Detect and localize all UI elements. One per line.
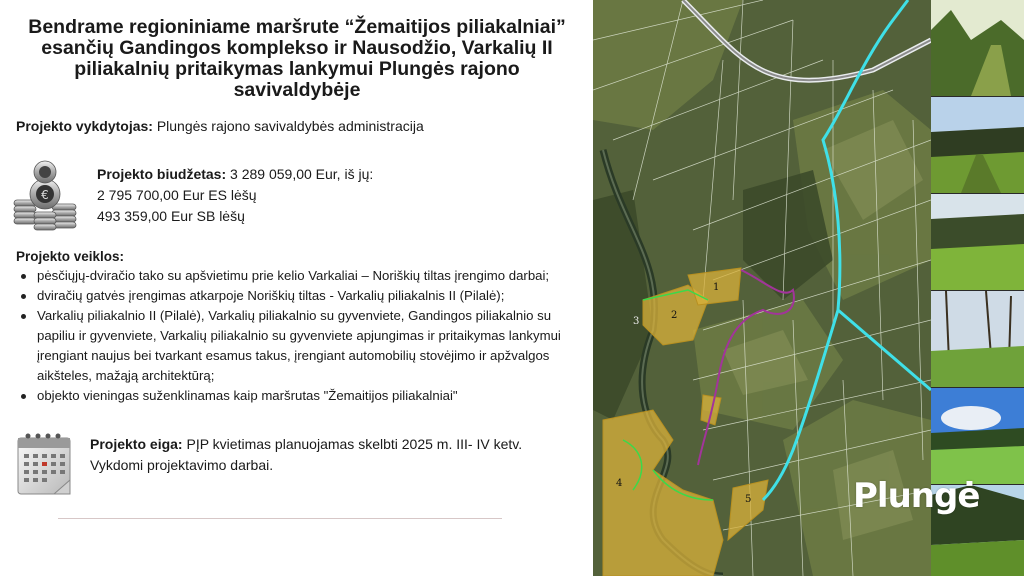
executor-label: Projekto vykdytojas: [16, 118, 153, 134]
map-label-1: 1 [713, 282, 720, 293]
budget-sb-funds: 493 359,00 Eur SB lėšų [97, 208, 245, 224]
calendar-icon [14, 430, 76, 498]
progress-value: PĮP kvietimas planuojamas skelbti 2025 m. III- IV ketv. [182, 436, 523, 452]
divider [58, 518, 502, 519]
photo-path-5 [931, 388, 1024, 484]
activities-title: Projekto veiklos: [16, 249, 125, 264]
budget-label: Projekto biudžetas: [97, 166, 227, 182]
photo-path-1 [931, 0, 1024, 96]
photo-path-2 [931, 97, 1024, 193]
progress-status: Vykdomi projektavimo darbai. [90, 457, 274, 473]
coins-icon [12, 160, 82, 232]
photo-path-3 [931, 194, 1024, 290]
budget-value: 3 289 059,00 Eur, iš jų: [226, 166, 374, 182]
photo-path-4 [931, 291, 1024, 387]
progress-block [90, 434, 522, 476]
executor-row [16, 117, 424, 135]
map-label-3: 3 [633, 316, 640, 327]
list-item: pėsčiųjų-dviračio tako su apšvietimu prie kelio Varkaliai – Noriškių tiltas įrengimo darbai; [16, 266, 576, 286]
list-item: Varkalių piliakalnio II (Pilalė), Varkalių piliakalnio su gyvenviete, Gandingos piliakalnio su papiliu ir gyvenviete, Varkalių piliakalnio su gyvenviete apjungimas ir pritaikymas lankymui įrengiant naujus bei tvarkant esamus takus, įrengiant automobilių stovėjimo ir apžvalgos aikšteles, mažąją architektūrą; [16, 306, 576, 386]
budget-eu-funds: 2 795 700,00 Eur ES lėšų [97, 187, 257, 203]
list-item: dviračių gatvės įrengimas atkarpoje Noriškių tiltas - Varkalių piliakalnis II (Pilalė); [16, 286, 576, 306]
progress-label: Projekto eiga: [90, 436, 183, 452]
plunge-logo: Plungė [853, 476, 980, 516]
executor-value: Plungės rajono savivaldybės administracija [152, 118, 424, 134]
map-label-4: 4 [616, 478, 623, 489]
svg-text:€: € [41, 188, 49, 202]
activities-list [16, 266, 576, 406]
page-title: Bendrame regioniniame maršrute “Žemaitijos piliakalniai” esančių Gandingos komplekso ir Nausodžio, Varkalių II piliakalnių pritaikymas lankymui Plungės rajono savivaldybėje [28, 16, 566, 101]
list-item: objekto vieningas suženklinamas kaip maršrutas "Žemaitijos piliakalniai" [16, 386, 576, 406]
map-label-5: 5 [745, 494, 752, 505]
map-label-2: 2 [671, 310, 678, 321]
budget-block [97, 164, 373, 227]
